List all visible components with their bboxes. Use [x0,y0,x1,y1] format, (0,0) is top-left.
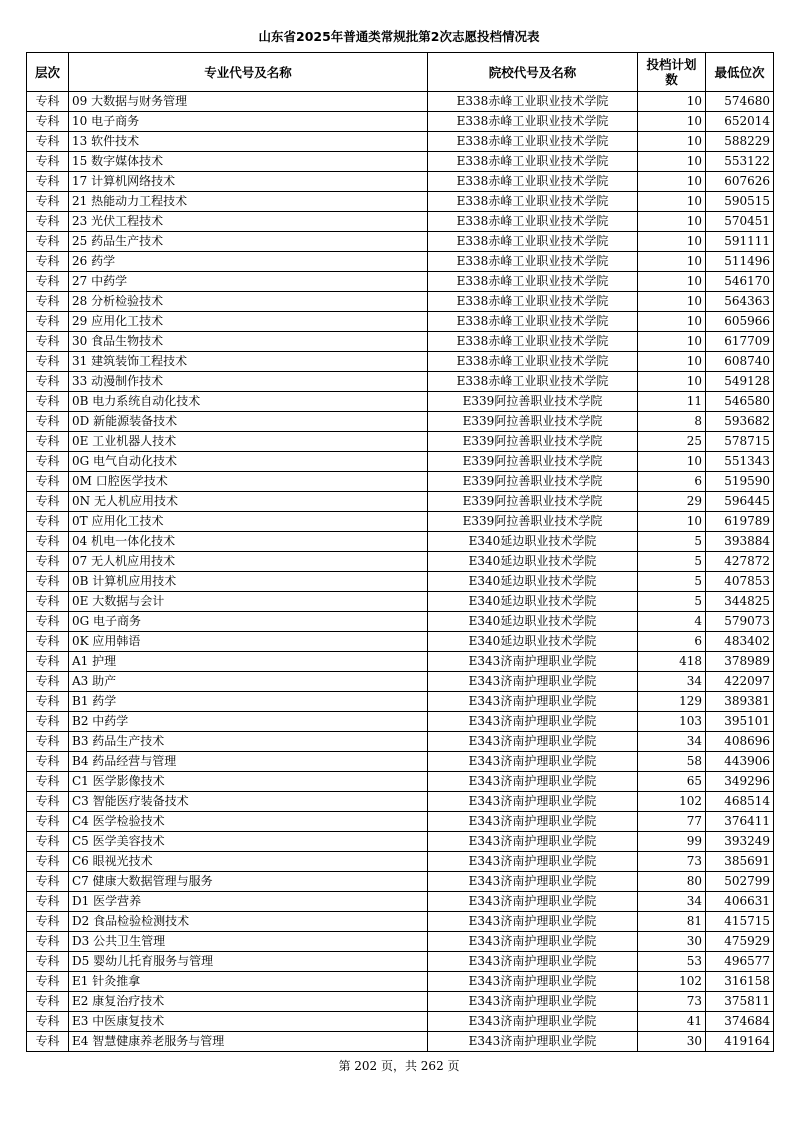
table-header [27,53,774,92]
cell-major: 0N 无人机应用技术 [69,492,428,512]
cell-min-rank: 519590 [706,472,774,492]
cell-school: E343济南护理职业学院 [428,652,638,672]
cell-level: 专科 [27,132,69,152]
cell-plan: 73 [638,852,706,872]
cell-major: 0K 应用韩语 [69,632,428,652]
cell-major: 0T 应用化工技术 [69,512,428,532]
table-row [27,152,774,172]
table-row [27,312,774,332]
table-row [27,912,774,932]
cell-major: 0E 工业机器人技术 [69,432,428,452]
cell-school: E343济南护理职业学院 [428,672,638,692]
cell-school: E343济南护理职业学院 [428,872,638,892]
cell-plan: 41 [638,1012,706,1032]
table-row [27,632,774,652]
table-row [27,752,774,772]
cell-plan: 102 [638,972,706,992]
cell-plan: 29 [638,492,706,512]
cell-major: 0E 大数据与会计 [69,592,428,612]
cell-school: E338赤峰工业职业技术学院 [428,172,638,192]
cell-plan: 34 [638,672,706,692]
table-row [27,612,774,632]
cell-major: 13 软件技术 [69,132,428,152]
cell-school: E338赤峰工业职业技术学院 [428,112,638,132]
cell-school: E340延边职业技术学院 [428,532,638,552]
cell-level: 专科 [27,692,69,712]
cell-min-rank: 511496 [706,252,774,272]
cell-school: E343济南护理职业学院 [428,932,638,952]
cell-level: 专科 [27,332,69,352]
cell-major: 31 建筑装饰工程技术 [69,352,428,372]
table-row [27,692,774,712]
cell-level: 专科 [27,372,69,392]
cell-school: E339阿拉善职业技术学院 [428,472,638,492]
cell-school: E338赤峰工业职业技术学院 [428,312,638,332]
cell-school: E343济南护理职业学院 [428,1012,638,1032]
cell-min-rank: 619789 [706,512,774,532]
cell-school: E338赤峰工业职业技术学院 [428,212,638,232]
cell-major: 0M 口腔医学技术 [69,472,428,492]
cell-major: E1 针灸推拿 [69,972,428,992]
cell-level: 专科 [27,272,69,292]
cell-plan: 103 [638,712,706,732]
cell-plan: 53 [638,952,706,972]
table-row [27,232,774,252]
cell-major: 15 数字媒体技术 [69,152,428,172]
cell-plan: 10 [638,452,706,472]
cell-min-rank: 443906 [706,752,774,772]
cell-major: D1 医学营养 [69,892,428,912]
cell-plan: 30 [638,1032,706,1052]
table-row [27,932,774,952]
table-row [27,332,774,352]
cell-school: E338赤峰工业职业技术学院 [428,292,638,312]
cell-major: 0D 新能源装备技术 [69,412,428,432]
header-plan: 投档计划数 [638,53,706,92]
cell-school: E338赤峰工业职业技术学院 [428,152,638,172]
table-row [27,392,774,412]
cell-major: 17 计算机网络技术 [69,172,428,192]
cell-level: 专科 [27,652,69,672]
cell-plan: 25 [638,432,706,452]
cell-plan: 77 [638,812,706,832]
cell-school: E338赤峰工业职业技术学院 [428,372,638,392]
header-min-rank: 最低位次 [706,53,774,92]
cell-school: E343济南护理职业学院 [428,692,638,712]
table-row [27,452,774,472]
cell-plan: 5 [638,572,706,592]
cell-school: E339阿拉善职业技术学院 [428,392,638,412]
cell-school: E343济南护理职业学院 [428,1032,638,1052]
cell-school: E338赤峰工业职业技术学院 [428,332,638,352]
table-row [27,972,774,992]
cell-major: D2 食品检验检测技术 [69,912,428,932]
cell-major: E2 康复治疗技术 [69,992,428,1012]
cell-plan: 73 [638,992,706,1012]
cell-plan: 10 [638,512,706,532]
table-row [27,892,774,912]
table-row [27,712,774,732]
cell-school: E338赤峰工业职业技术学院 [428,192,638,212]
cell-level: 专科 [27,812,69,832]
cell-level: 专科 [27,292,69,312]
cell-level: 专科 [27,632,69,652]
cell-plan: 6 [638,472,706,492]
cell-major: C5 医学美容技术 [69,832,428,852]
cell-school: E343济南护理职业学院 [428,892,638,912]
header-major: 专业代号及名称 [69,53,428,92]
cell-school: E343济南护理职业学院 [428,772,638,792]
cell-min-rank: 468514 [706,792,774,812]
table-row [27,212,774,232]
table-row [27,172,774,192]
table-row [27,432,774,452]
header-level: 层次 [27,53,69,92]
table-row [27,992,774,1012]
cell-school: E338赤峰工业职业技术学院 [428,252,638,272]
cell-min-rank: 393249 [706,832,774,852]
header-school: 院校代号及名称 [428,53,638,92]
cell-level: 专科 [27,212,69,232]
cell-min-rank: 406631 [706,892,774,912]
cell-min-rank: 578715 [706,432,774,452]
cell-min-rank: 579073 [706,612,774,632]
cell-plan: 5 [638,552,706,572]
table-row [27,532,774,552]
table-row [27,572,774,592]
cell-min-rank: 393884 [706,532,774,552]
cell-school: E340延边职业技术学院 [428,592,638,612]
table-row [27,872,774,892]
cell-level: 专科 [27,952,69,972]
cell-major: B1 药学 [69,692,428,712]
cell-level: 专科 [27,992,69,1012]
cell-plan: 30 [638,932,706,952]
cell-plan: 10 [638,352,706,372]
cell-min-rank: 596445 [706,492,774,512]
cell-level: 专科 [27,92,69,112]
table-row [27,592,774,612]
admission-table [26,52,774,1052]
cell-major: E3 中医康复技术 [69,1012,428,1032]
cell-major: 25 药品生产技术 [69,232,428,252]
cell-min-rank: 483402 [706,632,774,652]
cell-min-rank: 546580 [706,392,774,412]
cell-major: 33 动漫制作技术 [69,372,428,392]
cell-plan: 129 [638,692,706,712]
table-row [27,272,774,292]
cell-plan: 4 [638,612,706,632]
cell-level: 专科 [27,672,69,692]
cell-level: 专科 [27,1032,69,1052]
cell-min-rank: 316158 [706,972,774,992]
cell-school: E343济南护理职业学院 [428,832,638,852]
cell-plan: 10 [638,152,706,172]
cell-school: E338赤峰工业职业技术学院 [428,352,638,372]
cell-major: 26 药学 [69,252,428,272]
cell-school: E340延边职业技术学院 [428,572,638,592]
cell-major: D5 婴幼儿托育服务与管理 [69,952,428,972]
table-row [27,772,774,792]
cell-plan: 10 [638,292,706,312]
table-row [27,412,774,432]
table-row [27,952,774,972]
cell-level: 专科 [27,392,69,412]
cell-major: C1 医学影像技术 [69,772,428,792]
cell-plan: 10 [638,92,706,112]
table-row [27,192,774,212]
cell-plan: 10 [638,332,706,352]
cell-level: 专科 [27,732,69,752]
cell-major: 10 电子商务 [69,112,428,132]
cell-min-rank: 591111 [706,232,774,252]
cell-plan: 81 [638,912,706,932]
table-row [27,1032,774,1052]
cell-min-rank: 374684 [706,1012,774,1032]
cell-school: E343济南护理职业学院 [428,712,638,732]
table-row [27,292,774,312]
cell-level: 专科 [27,772,69,792]
cell-plan: 5 [638,592,706,612]
cell-plan: 65 [638,772,706,792]
cell-level: 专科 [27,552,69,572]
table-row [27,472,774,492]
cell-min-rank: 574680 [706,92,774,112]
cell-plan: 418 [638,652,706,672]
cell-min-rank: 375811 [706,992,774,1012]
table-row [27,552,774,572]
cell-major: C3 智能医疗装备技术 [69,792,428,812]
cell-level: 专科 [27,872,69,892]
cell-major: 0G 电气自动化技术 [69,452,428,472]
cell-plan: 34 [638,732,706,752]
table-row [27,672,774,692]
table-row [27,492,774,512]
cell-plan: 10 [638,112,706,132]
cell-plan: 10 [638,272,706,292]
cell-min-rank: 376411 [706,812,774,832]
table-row [27,352,774,372]
table-row [27,1012,774,1032]
cell-min-rank: 349296 [706,772,774,792]
cell-level: 专科 [27,352,69,372]
cell-major: C7 健康大数据管理与服务 [69,872,428,892]
cell-min-rank: 605966 [706,312,774,332]
cell-level: 专科 [27,172,69,192]
cell-level: 专科 [27,912,69,932]
cell-major: A3 助产 [69,672,428,692]
cell-school: E343济南护理职业学院 [428,992,638,1012]
cell-plan: 10 [638,252,706,272]
cell-level: 专科 [27,572,69,592]
cell-major: B4 药品经营与管理 [69,752,428,772]
cell-level: 专科 [27,432,69,452]
cell-level: 专科 [27,892,69,912]
table-row [27,792,774,812]
cell-level: 专科 [27,972,69,992]
cell-school: E343济南护理职业学院 [428,952,638,972]
cell-level: 专科 [27,1012,69,1032]
cell-major: 0B 电力系统自动化技术 [69,392,428,412]
cell-min-rank: 607626 [706,172,774,192]
cell-plan: 80 [638,872,706,892]
cell-level: 专科 [27,712,69,732]
cell-level: 专科 [27,592,69,612]
table-row [27,92,774,112]
cell-school: E338赤峰工业职业技术学院 [428,92,638,112]
table-row [27,112,774,132]
cell-level: 专科 [27,472,69,492]
table-row [27,852,774,872]
cell-major: 27 中药学 [69,272,428,292]
cell-plan: 102 [638,792,706,812]
table-row [27,252,774,272]
page-footer: 第 202 页，共 262 页 [338,1059,460,1073]
cell-school: E340延边职业技术学院 [428,632,638,652]
cell-level: 专科 [27,532,69,552]
cell-level: 专科 [27,252,69,272]
header-row [27,53,774,92]
cell-major: 09 大数据与财务管理 [69,92,428,112]
table-row [27,132,774,152]
cell-major: B2 中药学 [69,712,428,732]
cell-min-rank: 551343 [706,452,774,472]
cell-min-rank: 593682 [706,412,774,432]
cell-min-rank: 408696 [706,732,774,752]
cell-major: D3 公共卫生管理 [69,932,428,952]
cell-min-rank: 415715 [706,912,774,932]
table-row [27,372,774,392]
cell-major: 29 应用化工技术 [69,312,428,332]
cell-major: C6 眼视光技术 [69,852,428,872]
cell-major: 04 机电一体化技术 [69,532,428,552]
cell-school: E343济南护理职业学院 [428,852,638,872]
cell-major: 23 光伏工程技术 [69,212,428,232]
cell-school: E340延边职业技术学院 [428,612,638,632]
table-row [27,732,774,752]
cell-school: E343济南护理职业学院 [428,752,638,772]
cell-level: 专科 [27,412,69,432]
cell-min-rank: 344825 [706,592,774,612]
cell-min-rank: 502799 [706,872,774,892]
cell-major: 0B 计算机应用技术 [69,572,428,592]
cell-level: 专科 [27,232,69,252]
cell-plan: 99 [638,832,706,852]
cell-plan: 10 [638,172,706,192]
cell-plan: 6 [638,632,706,652]
cell-min-rank: 419164 [706,1032,774,1052]
cell-major: B3 药品生产技术 [69,732,428,752]
cell-major: 0G 电子商务 [69,612,428,632]
cell-min-rank: 608740 [706,352,774,372]
page-title: 山东省2025年普通类常规批第2次志愿投档情况表 [258,29,540,44]
cell-min-rank: 588229 [706,132,774,152]
cell-plan: 10 [638,132,706,152]
cell-level: 专科 [27,452,69,472]
cell-major: 28 分析检验技术 [69,292,428,312]
cell-level: 专科 [27,312,69,332]
cell-major: 07 无人机应用技术 [69,552,428,572]
cell-major: 21 热能动力工程技术 [69,192,428,212]
cell-school: E339阿拉善职业技术学院 [428,412,638,432]
cell-min-rank: 590515 [706,192,774,212]
cell-min-rank: 378989 [706,652,774,672]
cell-school: E339阿拉善职业技术学院 [428,512,638,532]
cell-plan: 11 [638,392,706,412]
cell-min-rank: 475929 [706,932,774,952]
cell-plan: 10 [638,312,706,332]
cell-level: 专科 [27,832,69,852]
cell-school: E339阿拉善职业技术学院 [428,492,638,512]
cell-min-rank: 385691 [706,852,774,872]
cell-plan: 10 [638,232,706,252]
cell-level: 专科 [27,612,69,632]
cell-min-rank: 496577 [706,952,774,972]
table-row [27,652,774,672]
cell-level: 专科 [27,792,69,812]
cell-level: 专科 [27,112,69,132]
table-row [27,812,774,832]
cell-min-rank: 389381 [706,692,774,712]
table-row [27,512,774,532]
table-body [27,92,774,1052]
cell-min-rank: 564363 [706,292,774,312]
cell-min-rank: 617709 [706,332,774,352]
table-row [27,832,774,852]
cell-level: 专科 [27,192,69,212]
cell-plan: 5 [638,532,706,552]
cell-level: 专科 [27,152,69,172]
cell-major: A1 护理 [69,652,428,672]
cell-level: 专科 [27,852,69,872]
cell-plan: 10 [638,192,706,212]
cell-min-rank: 549128 [706,372,774,392]
cell-plan: 58 [638,752,706,772]
cell-min-rank: 422097 [706,672,774,692]
cell-level: 专科 [27,512,69,532]
cell-major: C4 医学检验技术 [69,812,428,832]
cell-school: E343济南护理职业学院 [428,972,638,992]
cell-plan: 10 [638,212,706,232]
cell-school: E340延边职业技术学院 [428,552,638,572]
cell-min-rank: 570451 [706,212,774,232]
cell-plan: 8 [638,412,706,432]
cell-school: E338赤峰工业职业技术学院 [428,272,638,292]
cell-level: 专科 [27,932,69,952]
cell-school: E339阿拉善职业技术学院 [428,432,638,452]
cell-min-rank: 553122 [706,152,774,172]
cell-school: E343济南护理职业学院 [428,912,638,932]
cell-min-rank: 652014 [706,112,774,132]
cell-school: E343济南护理职业学院 [428,732,638,752]
cell-min-rank: 427872 [706,552,774,572]
cell-plan: 34 [638,892,706,912]
cell-school: E338赤峰工业职业技术学院 [428,132,638,152]
cell-level: 专科 [27,492,69,512]
cell-plan: 10 [638,372,706,392]
cell-school: E339阿拉善职业技术学院 [428,452,638,472]
cell-school: E343济南护理职业学院 [428,792,638,812]
cell-min-rank: 546170 [706,272,774,292]
cell-min-rank: 395101 [706,712,774,732]
cell-level: 专科 [27,752,69,772]
cell-min-rank: 407853 [706,572,774,592]
cell-school: E343济南护理职业学院 [428,812,638,832]
cell-major: E4 智慧健康养老服务与管理 [69,1032,428,1052]
cell-school: E338赤峰工业职业技术学院 [428,232,638,252]
cell-major: 30 食品生物技术 [69,332,428,352]
